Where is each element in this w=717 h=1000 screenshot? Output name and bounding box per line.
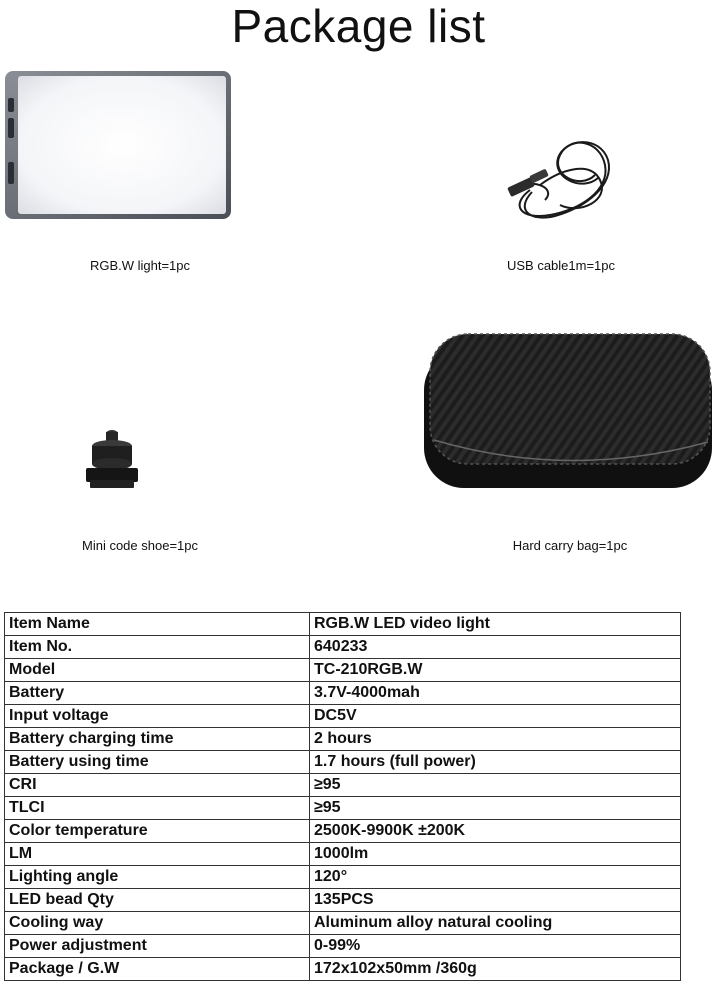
spec-value: Aluminum alloy natural cooling bbox=[310, 912, 681, 935]
table-row bbox=[5, 935, 681, 958]
spec-value: ≥95 bbox=[310, 774, 681, 797]
spec-value: 1.7 hours (full power) bbox=[310, 751, 681, 774]
spec-value: 640233 bbox=[310, 636, 681, 659]
caption-cold-shoe: Mini code shoe=1pc bbox=[82, 538, 198, 553]
page-title: Package list bbox=[231, 0, 486, 52]
spec-key: TLCI bbox=[5, 797, 310, 820]
spec-key: Model bbox=[5, 659, 310, 682]
spec-key: Battery using time bbox=[5, 751, 310, 774]
table-row bbox=[5, 659, 681, 682]
spec-value: TC-210RGB.W bbox=[310, 659, 681, 682]
table-row bbox=[5, 820, 681, 843]
spec-key: Package / G.W bbox=[5, 958, 310, 981]
spec-key: Battery bbox=[5, 682, 310, 705]
spec-key: Color temperature bbox=[5, 820, 310, 843]
usb-cable-photo-icon bbox=[500, 130, 625, 225]
spec-key: Lighting angle bbox=[5, 866, 310, 889]
spec-value: 135PCS bbox=[310, 889, 681, 912]
table-row bbox=[5, 912, 681, 935]
table-row bbox=[5, 751, 681, 774]
spec-key: Item No. bbox=[5, 636, 310, 659]
caption-carry-bag: Hard carry bag=1pc bbox=[512, 538, 628, 553]
table-row bbox=[5, 728, 681, 751]
table-row bbox=[5, 866, 681, 889]
spec-key: Power adjustment bbox=[5, 935, 310, 958]
spec-key: Input voltage bbox=[5, 705, 310, 728]
table-row bbox=[5, 774, 681, 797]
caption-usb-cable: USB cable1m=1pc bbox=[506, 258, 616, 273]
table-row bbox=[5, 843, 681, 866]
table-row bbox=[5, 958, 681, 981]
table-row bbox=[5, 682, 681, 705]
spec-value: 2500K-9900K ±200K bbox=[310, 820, 681, 843]
cold-shoe-photo-icon bbox=[78, 424, 146, 492]
spec-value: 2 hours bbox=[310, 728, 681, 751]
spec-value: DC5V bbox=[310, 705, 681, 728]
table-row bbox=[5, 613, 681, 636]
table-row bbox=[5, 797, 681, 820]
spec-key: Item Name bbox=[5, 613, 310, 636]
spec-key: LM bbox=[5, 843, 310, 866]
spec-key: CRI bbox=[5, 774, 310, 797]
spec-key: Battery charging time bbox=[5, 728, 310, 751]
spec-value: 120° bbox=[310, 866, 681, 889]
spec-value: ≥95 bbox=[310, 797, 681, 820]
carry-bag-photo-icon bbox=[420, 330, 715, 490]
table-row bbox=[5, 889, 681, 912]
spec-key: Cooling way bbox=[5, 912, 310, 935]
led-panel-photo-icon bbox=[4, 70, 232, 220]
table-row bbox=[5, 636, 681, 659]
table-row bbox=[5, 705, 681, 728]
spec-value: RGB.W LED video light bbox=[310, 613, 681, 636]
spec-table bbox=[4, 612, 681, 981]
spec-value: 3.7V-4000mah bbox=[310, 682, 681, 705]
spec-value: 0-99% bbox=[310, 935, 681, 958]
spec-key: LED bead Qty bbox=[5, 889, 310, 912]
caption-led-light: RGB.W light=1pc bbox=[89, 258, 191, 273]
spec-value: 172x102x50mm /360g bbox=[310, 958, 681, 981]
spec-value: 1000lm bbox=[310, 843, 681, 866]
